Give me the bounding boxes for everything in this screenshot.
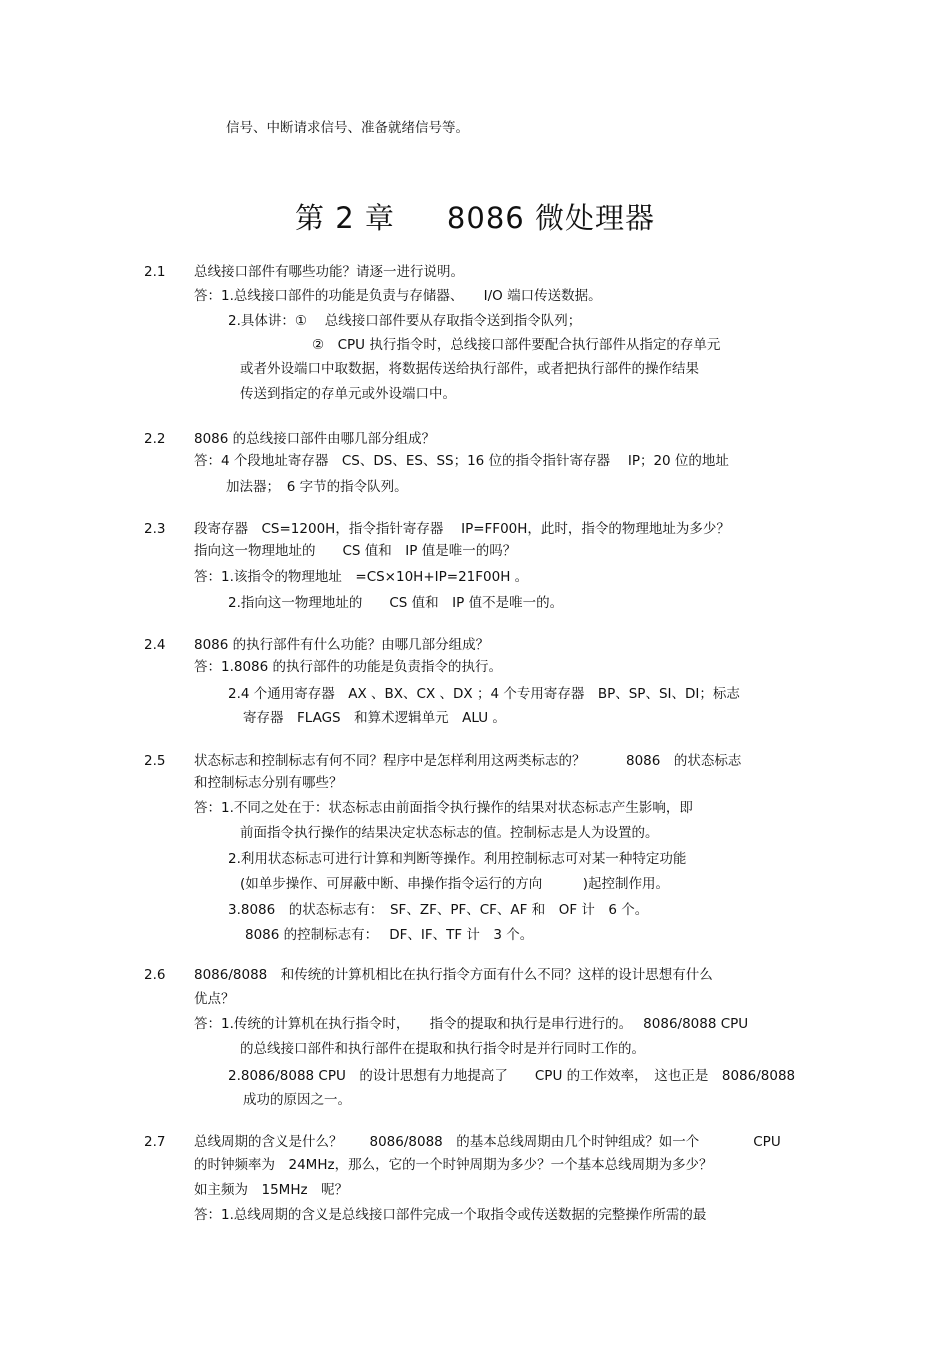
top-continuation-line: 信号、中断请求信号、准备就绪信号等。 bbox=[226, 120, 469, 136]
chapter-label: 第 2 章 bbox=[295, 201, 395, 235]
question-text: 的时钟频率为 24MHz，那么，它的一个时钟周期为多少？一个基本总线周期为多少？ bbox=[194, 1157, 713, 1173]
answer-line: 成功的原因之一。 bbox=[243, 1092, 351, 1108]
question-text: 总线周期的含义是什么？ 8086/8088 的基本总线周期由几个时钟组成？如一个 CPU bbox=[194, 1134, 781, 1150]
question-text: 指向这一物理地址的 CS 值和 IP 值是唯一的吗？ bbox=[194, 543, 517, 559]
question-number: 2.6 bbox=[144, 967, 166, 983]
question-text: 优点？ bbox=[194, 991, 235, 1007]
question-number: 2.3 bbox=[144, 521, 166, 537]
question-number: 2.4 bbox=[144, 637, 166, 653]
answer-line: 2.利用状态标志可进行计算和判断等操作。利用控制标志可对某一种特定功能 bbox=[228, 851, 687, 867]
question-number: 2.2 bbox=[144, 431, 166, 447]
chapter-name: 8086 微处理器 bbox=[446, 201, 655, 235]
question-number: 2.5 bbox=[144, 753, 166, 769]
answer-line: ② CPU 执行指令时，总线接口部件要配合执行部件从指定的存单元 bbox=[312, 337, 721, 353]
question-text: 8086 的总线接口部件由哪几部分组成？ bbox=[194, 431, 436, 447]
answer-line: 答：1.总线周期的含义是总线接口部件完成一个取指令或传送数据的完整操作所需的最 bbox=[194, 1207, 707, 1223]
answer-line: 或者外设端口中取数据，将数据传送给执行部件，或者把执行部件的操作结果 bbox=[240, 361, 699, 377]
chapter-title bbox=[0, 198, 950, 238]
answer-line: 答：1.8086 的执行部件的功能是负责指令的执行。 bbox=[194, 659, 503, 675]
answer-line: 答：1.传统的计算机在执行指令时， 指令的提取和执行是串行进行的。 8086/8088 CPU bbox=[194, 1016, 749, 1032]
question-text: 8086 的执行部件有什么功能？由哪几部分组成？ bbox=[194, 637, 490, 653]
answer-line: 答：4 个段地址寄存器 CS、DS、ES、SS；16 位的指令指针寄存器 IP；20 位的地址 bbox=[194, 453, 729, 469]
answer-line: 传送到指定的存单元或外设端口中。 bbox=[240, 386, 456, 402]
answer-line: 2.4 个通用寄存器 AX 、BX、CX 、DX ；4 个专用寄存器 BP、SP、SI、DI；标志 bbox=[228, 686, 740, 702]
question-text: 总线接口部件有哪些功能？请逐一进行说明。 bbox=[194, 264, 464, 280]
answer-line: 8086 的控制标志有： DF、IF、TF 计 3 个。 bbox=[245, 927, 534, 943]
answer-line: 3.8086 的状态标志有： SF、ZF、PF、CF、AF 和 OF 计 6 个。 bbox=[228, 902, 649, 918]
question-text: 如主频为 15MHz 呢？ bbox=[194, 1182, 349, 1198]
answer-line: 答：1.该指令的物理地址 =CS×10H+IP=21F00H 。 bbox=[194, 569, 529, 585]
answer-line: 答：1.总线接口部件的功能是负责与存储器、 I/O 端口传送数据。 bbox=[194, 288, 602, 304]
question-text: 8086/8088 和传统的计算机相比在执行指令方面有什么不同？这样的设计思想有什么 bbox=[194, 967, 713, 983]
answer-line: 的总线接口部件和执行部件在提取和执行指令时是并行同时工作的。 bbox=[240, 1041, 645, 1057]
answer-line: 寄存器 FLAGS 和算术逻辑单元 ALU 。 bbox=[243, 710, 506, 726]
answer-line: 加法器； 6 字节的指令队列。 bbox=[226, 479, 408, 495]
answer-line: 答：1.不同之处在于：状态标志由前面指令执行操作的结果对状态标志产生影响，即 bbox=[194, 800, 693, 816]
answer-line: 2.具体讲：① 总线接口部件要从存取指令送到指令队列； bbox=[228, 313, 582, 329]
answer-line: 前面指令执行操作的结果决定状态标志的值。控制标志是人为设置的。 bbox=[240, 825, 659, 841]
question-text: 和控制标志分别有哪些？ bbox=[194, 775, 343, 791]
answer-line: 2.指向这一物理地址的 CS 值和 IP 值不是唯一的。 bbox=[228, 595, 564, 611]
question-number: 2.7 bbox=[144, 1134, 166, 1150]
question-text: 段寄存器 CS=1200H，指令指针寄存器 IP=FF00H，此时，指令的物理地址为多少？ bbox=[194, 521, 730, 537]
question-number: 2.1 bbox=[144, 264, 166, 280]
answer-line: 2.8086/8088 CPU 的设计思想有力地提高了 CPU 的工作效率， 这也正是 8086/8088 bbox=[228, 1068, 796, 1084]
question-text: 状态标志和控制标志有何不同？程序中是怎样利用这两类标志的？ 8086 的状态标志 bbox=[194, 753, 742, 769]
answer-line: (如单步操作、可屏蔽中断、串操作指令运行的方向 )起控制作用。 bbox=[240, 876, 670, 892]
